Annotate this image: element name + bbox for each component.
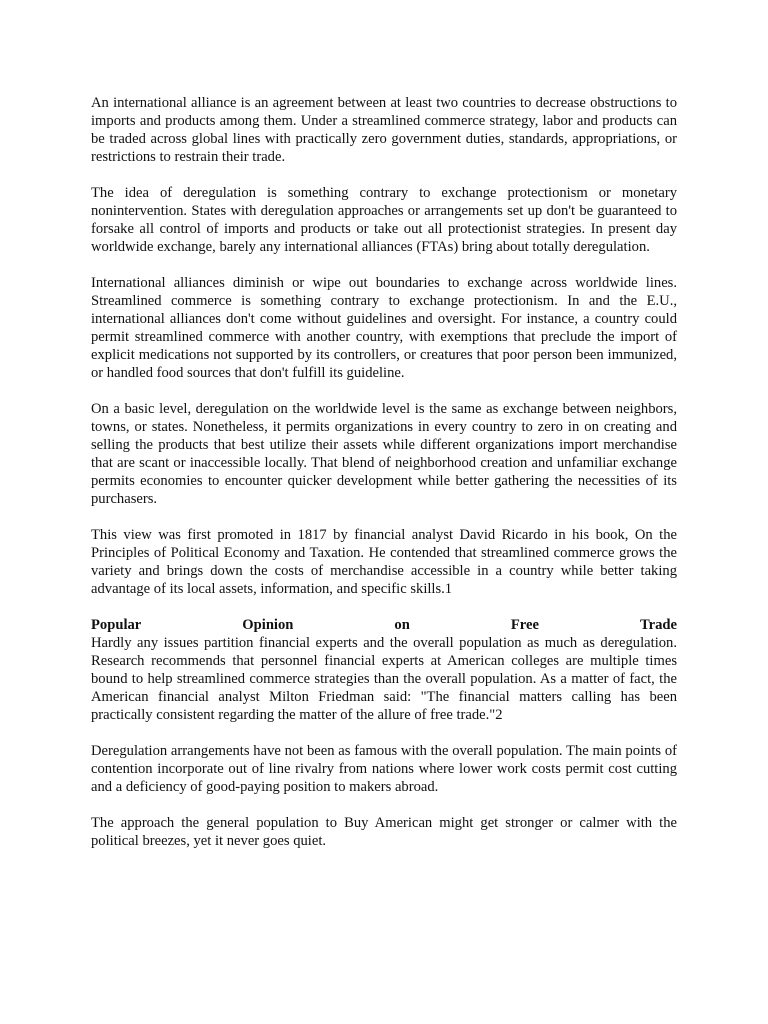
paragraph-7: Deregulation arrangements have not been as famous with the overall population. The main points of contention incorporate out of line rivalry from nations where lower work costs permit cost cutting and a deficiency of good-paying position to makers abroad.: [91, 743, 677, 795]
document-page: [91, 94, 677, 868]
paragraph-1: An international alliance is an agreement between at least two countries to decrease obstructions to imports and products among them. Under a streamlined commerce strategy, labor and products can be traded across global lines with practically zero government duties, standards, appropriations, or restrictions to restrain their trade.: [91, 95, 677, 165]
popular-opinion-section: [91, 616, 677, 724]
paragraph-3: International alliances diminish or wipe out boundaries to exchange across worldwide lines. Streamlined commerce is something contrary to exchange protectionism. In and the E.U., international alliances don't come without guidelines and oversight. For instance, a country could permit streamlined commerce with another country, with exemptions that preclude the import of explicit medications not supported by its controllers, or creatures that poor person been immunized, or handled food sources that don't fulfill its guideline.: [91, 275, 677, 381]
heading-word-3: on: [394, 617, 410, 633]
heading-word-2: Opinion: [242, 617, 294, 633]
heading-word-5: Trade: [639, 617, 677, 633]
paragraph-5: This view was first promoted in 1817 by financial analyst David Ricardo in his book, On the Principles of Political Economy and Taxation. He contended that streamlined commerce grows the variety and brings down the costs of merchandise accessible in a country while better taking advantage of its local assets, information, and specific skills.1: [91, 527, 677, 597]
section-heading: [91, 616, 677, 634]
paragraph-8: The approach the general population to Buy American might get stronger or calmer with the political breezes, yet it never goes quiet.: [91, 815, 677, 849]
paragraph-6: Hardly any issues partition financial experts and the overall population as much as deregulation. Research recommends that personnel financial experts at American colleges are multiple times bound to help streamlined commerce strategies than the overall population. As a matter of fact, the American financial analyst Milton Friedman said: "The financial matters calling has been practically consistent regarding the matter of the allure of free trade."2: [91, 635, 677, 723]
heading-word-1: Popular: [91, 617, 142, 633]
heading-word-4: Free: [510, 617, 539, 633]
paragraph-2: The idea of deregulation is something contrary to exchange protectionism or monetary nonintervention. States with deregulation approaches or arrangements set up don't be guaranteed to forsake all control of imports and products or take out all protectionist strategies. In present day worldwide exchange, barely any international alliances (FTAs) bring about totally deregulation.: [91, 185, 677, 255]
paragraph-4: On a basic level, deregulation on the worldwide level is the same as exchange between neighbors, towns, or states. Nonetheless, it permits organizations in every country to zero in on creating and selling the products that best utilize their assets while different organizations import merchandise that are scant or inaccessible locally. That blend of neighborhood creation and unfamiliar exchange permits economies to encounter quicker development while better gathering the necessities of its purchasers.: [91, 401, 677, 507]
